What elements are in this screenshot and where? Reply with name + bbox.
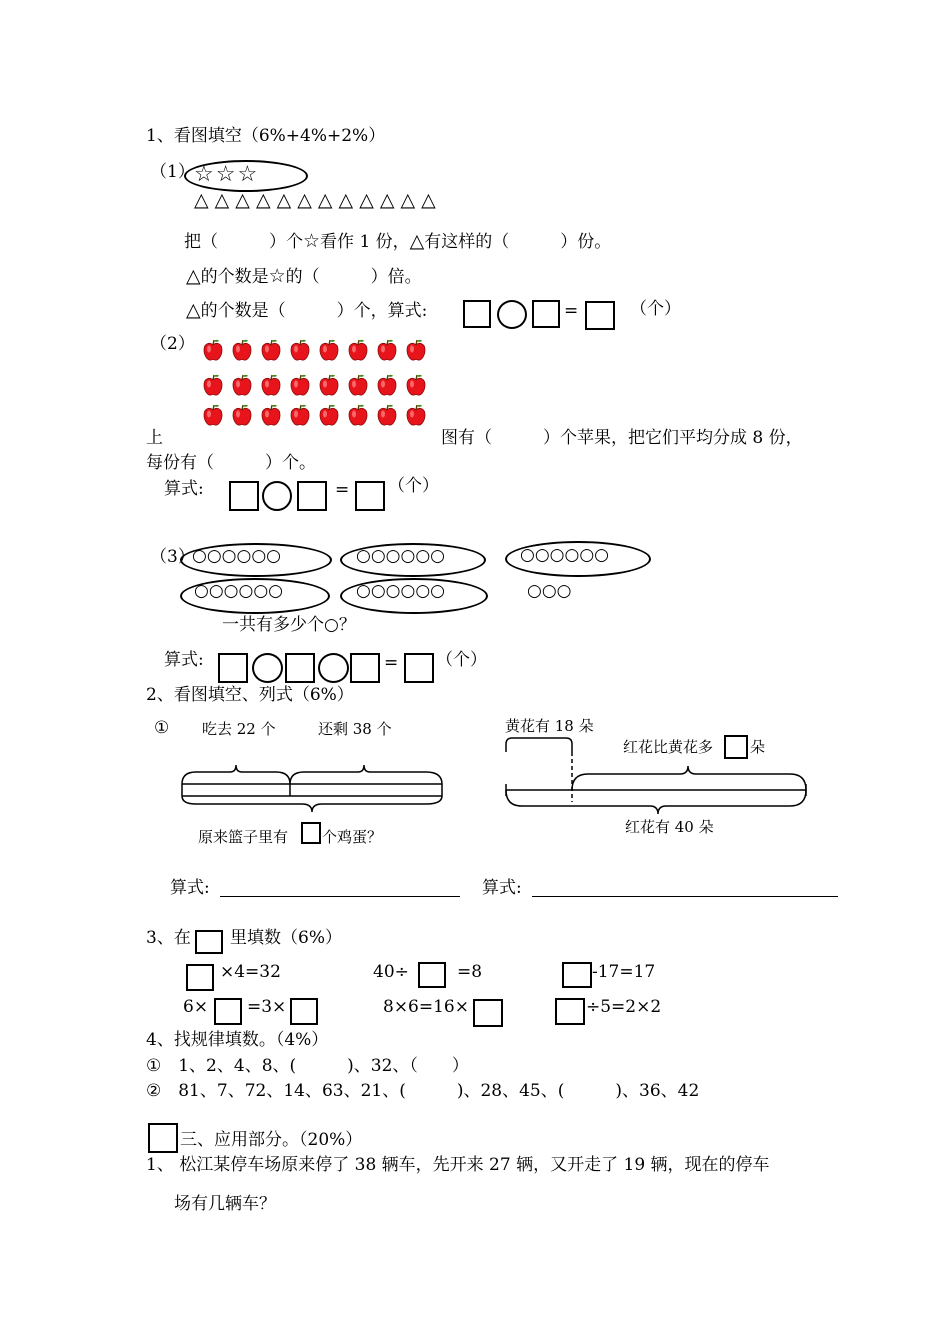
formula-label: 算式: (170, 878, 210, 898)
q1-line2-part-a: 的个数是 (200, 267, 269, 287)
brace-red (506, 790, 806, 814)
more-label-a: 红花比黄花多 (623, 738, 714, 756)
eq-r2c1-b: =3× (247, 997, 287, 1017)
circle-row: ○○○○○○ (192, 546, 282, 566)
brace-more (572, 766, 806, 790)
q3-title-a: 3、在 (146, 928, 191, 948)
unit-label: （个） (630, 299, 681, 319)
circle-row: ○○○○○○ (356, 581, 446, 601)
eq-r1c2-b: =8 (457, 962, 483, 982)
eq-r2c3: ÷5=2×2 (586, 997, 662, 1017)
unit-label: （个） (388, 476, 439, 496)
sequence-2: ② 81、7、72、14、63、21、( )、28、45、( )、36、42 (146, 1081, 700, 1101)
q1-line1-part-a: 把（ ）个 (184, 232, 303, 252)
eq-r2c2: 8×6=16× (383, 997, 469, 1017)
answer-box[interactable] (724, 735, 748, 759)
eq-r1c1: ×4=32 (220, 962, 281, 982)
eq-r2c1-a: 6× (183, 997, 209, 1017)
answer-box[interactable] (301, 822, 321, 844)
equals-sign: = (564, 301, 579, 321)
question-text-a: 原来篮子里有 (198, 828, 289, 846)
q1-part2-text1: 图有（ ）个苹果，把它们平均分成 8 份， (441, 428, 803, 448)
formula-label: 算式: (164, 650, 204, 670)
circle-row: ○○○○○○ (194, 581, 284, 601)
answer-box[interactable] (186, 964, 214, 991)
more-label-b: 朵 (750, 738, 766, 756)
star-icon: ☆ (303, 230, 321, 252)
application-q1-line2: 场有几辆车？ (174, 1194, 276, 1214)
eaten-label: 吃去 22 个 (202, 720, 276, 738)
circle-row-remainder: ○○○ (527, 581, 572, 601)
answer-box[interactable] (418, 962, 446, 988)
answer-line[interactable] (532, 896, 838, 897)
sequence-1: ① 1、2、4、8、( )、32、（ ） (146, 1056, 469, 1076)
q3-title-b: 里填数（6%） (230, 928, 342, 948)
triangles-row: △ △ △ △ △ △ △ △ △ △ △ △ (194, 189, 436, 211)
unit-label: （个） (436, 650, 487, 670)
equals-sign: = (384, 653, 399, 673)
formula-label: 算式: (482, 878, 522, 898)
question-text-b: 个鸡蛋？ (322, 828, 383, 846)
q2-title: 2、看图填空、列式（6%） (146, 685, 354, 705)
answer-box[interactable] (562, 962, 592, 988)
equals-sign: = (335, 480, 350, 500)
answer-box[interactable] (290, 998, 318, 1025)
answer-box[interactable] (473, 999, 503, 1027)
triangle-icon: △ (186, 299, 201, 321)
circle-row: ○○○○○○ (356, 546, 446, 566)
yellow-flower-label: 黄花有 18 朵 (505, 717, 594, 735)
q2-left-number: ① (154, 718, 170, 738)
brace-remaining (290, 765, 442, 784)
q1-part2-lead: 上 (146, 428, 163, 448)
q1-line3-text: 的个数是（ ）个，算式: (200, 301, 428, 321)
answer-box[interactable] (555, 998, 585, 1025)
q1-part3-number: （3） (150, 547, 195, 567)
q1-part2-number: （2） (150, 334, 195, 354)
score-box[interactable] (148, 1123, 178, 1153)
box-icon (195, 930, 223, 954)
q2-left-question (198, 830, 288, 845)
answer-line[interactable] (220, 896, 460, 897)
triangle-icon: △ (409, 230, 425, 252)
star-icon: ☆ (268, 265, 286, 287)
brace-total (182, 796, 442, 812)
application-q1-line1: 1、 松江某停车场原来停了 38 辆车，先开来 27 辆，又开走了 19 辆，现在的停车 (146, 1155, 770, 1175)
remaining-label: 还剩 38 个 (318, 720, 392, 738)
circle-row: ○○○○○○ (520, 545, 610, 565)
q1-line1-part-c: 有这样的（ ）份。 (424, 232, 612, 252)
application-title: 三、应用部分。（20%） (180, 1130, 363, 1150)
q1-line1-part-b: 看作 1 份， (320, 232, 410, 252)
q1-part3-question: 一共有多少个○？ (222, 615, 356, 635)
answer-box[interactable] (214, 998, 242, 1025)
q4-title: 4、找规律填数。（4%） (146, 1030, 329, 1050)
triangle-icon: △ (186, 265, 201, 287)
q1-title: 1、看图填空（6%+4%+2%） (146, 126, 386, 146)
eq-r1c2-a: 40÷ (373, 962, 409, 982)
q1-line2-part-b: 的（ ）倍。 (285, 267, 422, 287)
stars-row: ☆☆☆ (194, 162, 260, 187)
brace-eaten (182, 765, 290, 784)
red-flower-label: 红花有 40 朵 (625, 818, 714, 836)
eq-r1c3: -17=17 (592, 962, 656, 982)
q1-part1-number: （1） (150, 162, 195, 182)
brace-yellow (506, 738, 572, 752)
q1-part2-text2: 每份有（ ）个。 (146, 453, 316, 473)
egg-diagram (182, 765, 442, 812)
formula-label: 算式: (164, 479, 204, 499)
